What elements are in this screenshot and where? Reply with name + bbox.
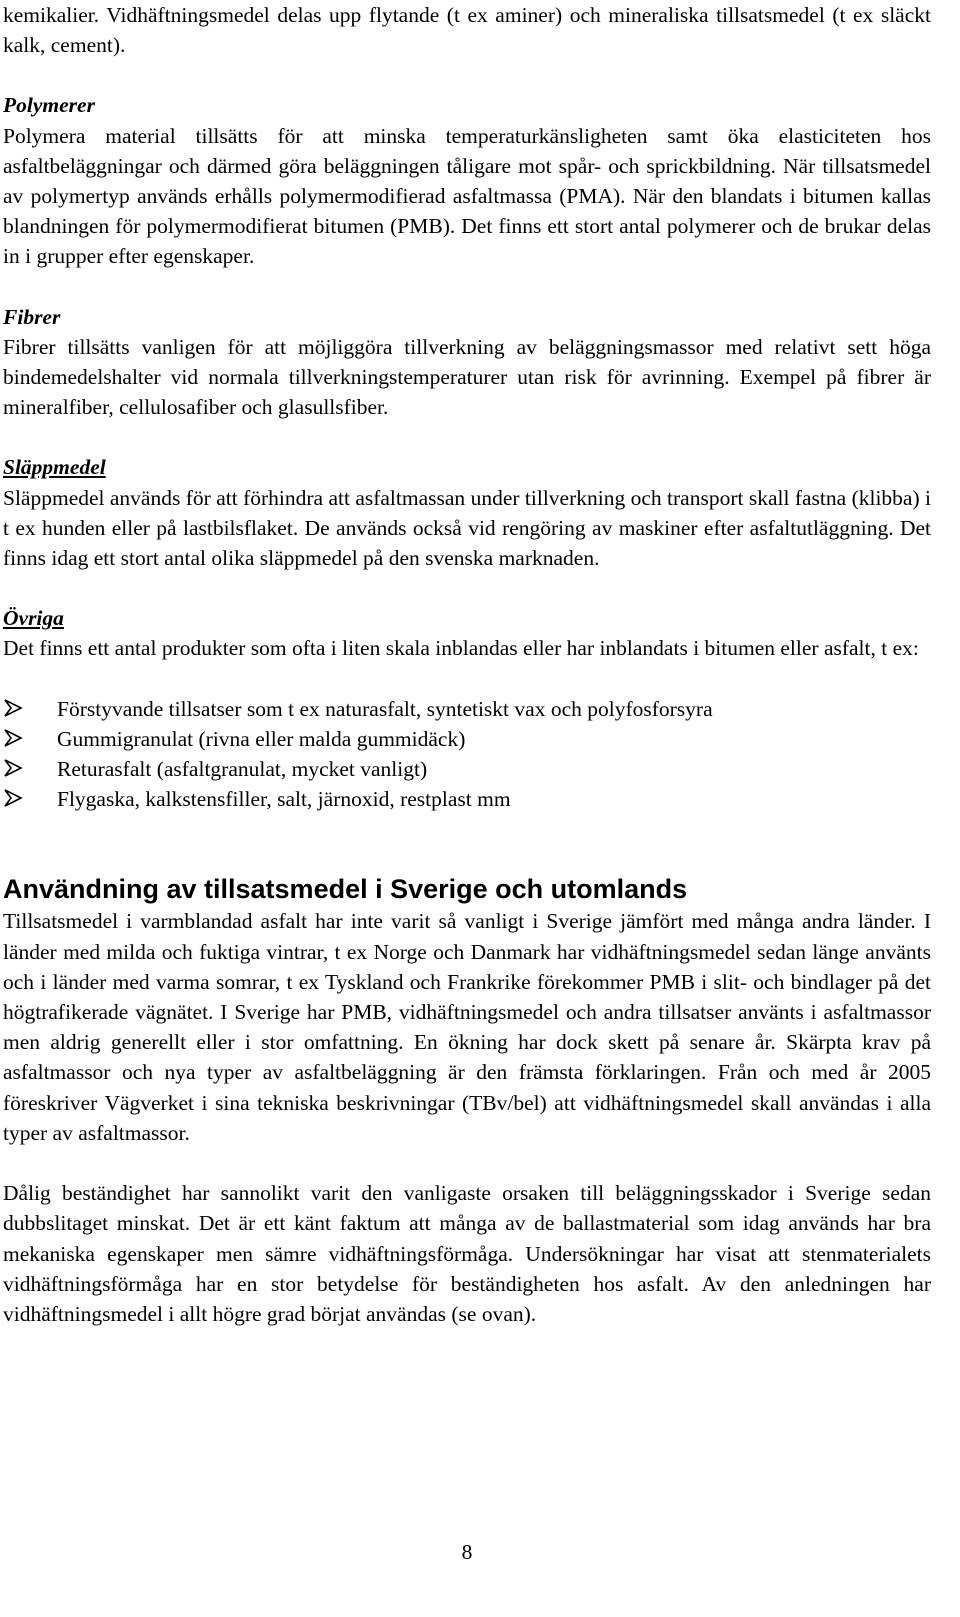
arrowhead-bullet-icon	[3, 758, 23, 778]
section-heading-anvandning: Användning av tillsatsmedel i Sverige och utomlands	[3, 874, 688, 905]
arrowhead-bullet-icon	[3, 788, 23, 808]
paragraph-polymerer: Polymera material tillsätts för att minska temperaturkänsligheten samt öka elasticiteten hos asfaltbeläggningar och därmed göra beläggningen tåligare mot spår- och sprickbildning. När tillsatsmedel av polymertyp används erhålls polymermodifierad asfaltmassa (PMA). När den blandats i bitumen kallas blandningen för polymermodifierat bitumen (PMB). Det finns ett stort antal polymerer och de brukar delas in i grupper efter egenskaper.	[3, 123, 931, 269]
intro-paragraph: kemikalier. Vidhäftningsmedel delas upp flytande (t ex aminer) och mineraliska tillsatsmedel (t ex släckt kalk, cement).	[3, 3, 931, 58]
list-item-text: Flygaska, kalkstensfiller, salt, järnoxid, restplast mm	[57, 787, 511, 812]
paragraph-ovriga: Det finns ett antal produkter som ofta i liten skala inblandas eller har inblandats i bitumen eller asfalt, t ex:	[3, 636, 919, 661]
arrowhead-bullet-icon	[3, 728, 23, 748]
list-item	[3, 784, 931, 814]
heading-polymerer: Polymerer	[3, 93, 95, 118]
paragraph-slappmedel: Släppmedel används för att förhindra att asfaltmassan under tillverkning och transport skall fastna (klibba) i t ex hunden eller på lastbilsflaket. De används också vid rengöring av maskiner efter asfaltutläggning. Det finns idag ett stort antal olika släppmedel på den svenska marknaden.	[3, 485, 931, 571]
heading-slappmedel: Släppmedel	[3, 455, 106, 480]
paragraph-anvandning-2: Dålig beständighet har sannolikt varit den vanligaste orsaken till beläggningsskador i Sverige sedan dubbslitaget minskat. Det är ett känt faktum att många av de ballastmaterial som idag används har bra mekaniska egenskaper men sämre vidhäftningsförmåga. Undersökningar har visat att stenmaterialets vidhäftningsförmåga har en stor betydelse för beständigheten hos asfalt. Av den anledningen har vidhäftningsmedel i allt högre grad börjat användas (se ovan).	[3, 1181, 931, 1326]
arrowhead-bullet-icon	[3, 698, 23, 718]
heading-fibrer: Fibrer	[3, 304, 61, 329]
heading-ovriga: Övriga	[3, 606, 64, 631]
list-item	[3, 724, 931, 754]
document-page	[3, 0, 931, 1329]
list-item	[3, 754, 931, 784]
list-item	[3, 694, 931, 724]
list-item-text: Returasfalt (asfaltgranulat, mycket vanligt)	[57, 757, 428, 782]
page-number: 8	[461, 1540, 473, 1564]
list-item-text: Gummigranulat (rivna eller malda gummidäck)	[57, 726, 466, 751]
ovriga-bullet-list	[3, 694, 931, 815]
paragraph-anvandning-1: Tillsatsmedel i varmblandad asfalt har inte varit så vanligt i Sverige jämfört med många andra länder. I länder med milda och fuktiga vintrar, t ex Norge och Danmark har vidhäftningsmedel sedan länge använts och i länder med varma somrar, t ex Tyskland och Frankrike förekommer PMB i slit- och bindlager på det högtrafikerade vägnätet. I Sverige har PMB, vidhäftningsmedel och andra tillsatser använts i asfaltmassor men aldrig generellt eller i stor omfattning. En ökning har dock skett på senare år. Skärpta krav på asfaltmassor och nya typer av asfaltbeläggning är den främsta förklaringen. Från och med år 2005 föreskriver Vägverket i sina tekniska beskrivningar (TBv/bel) att vidhäftningsmedel skall användas i alla typer av asfaltmassor.	[3, 909, 931, 1145]
list-item-text: Förstyvande tillsatser som t ex naturasfalt, syntetiskt vax och polyfosforsyra	[57, 696, 713, 721]
paragraph-fibrer: Fibrer tillsätts vanligen för att möjliggöra tillverkning av beläggningsmassor med relativt sett höga bindemedelshalter vid normala tillverkningstemperaturer utan risk för avrinning. Exempel på fibrer är mineralfiber, cellulosafiber och glasullsfiber.	[3, 334, 931, 420]
